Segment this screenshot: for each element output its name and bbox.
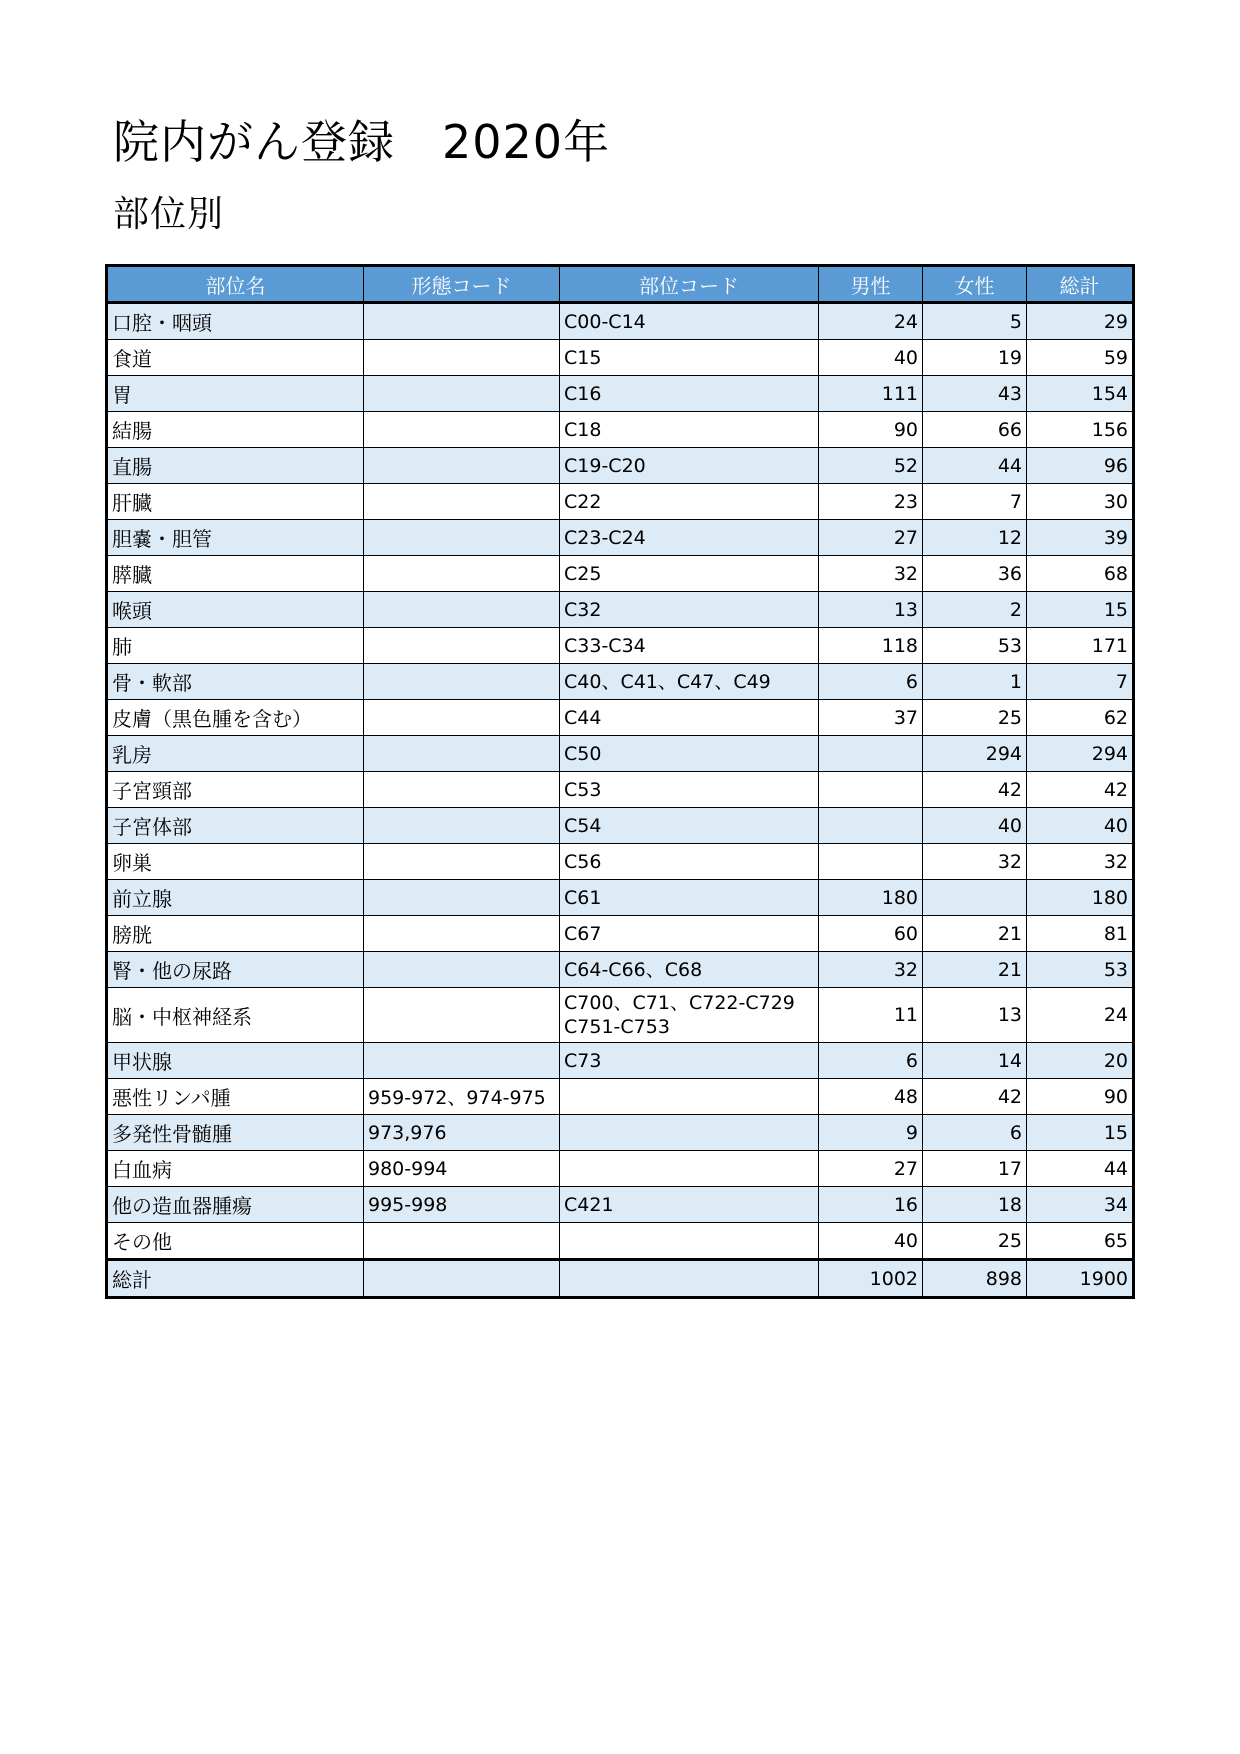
cell-female: 42 (923, 772, 1027, 808)
table-row (107, 736, 1134, 772)
cell-male: 118 (819, 628, 923, 664)
cell-female: 32 (923, 844, 1027, 880)
table-row (107, 448, 1134, 484)
cell-site-code: C421 (560, 1187, 819, 1223)
cell-total: 81 (1027, 916, 1134, 952)
table-row (107, 376, 1134, 412)
cell-total: 68 (1027, 556, 1134, 592)
cell-site-code: C56 (560, 844, 819, 880)
cell-female: 294 (923, 736, 1027, 772)
header-total: 総計 (1027, 266, 1134, 303)
cell-site-name: 胆嚢・胆管 (107, 520, 364, 556)
cell-morphology-code (364, 484, 560, 520)
cell-site-code (560, 1115, 819, 1151)
cell-total: 34 (1027, 1187, 1134, 1223)
cell-morphology-code (364, 592, 560, 628)
cell-male: 6 (819, 1043, 923, 1079)
cell-morphology-code (364, 880, 560, 916)
cell-morphology-code (364, 520, 560, 556)
table-row (107, 1187, 1134, 1223)
cell-female: 44 (923, 448, 1027, 484)
cell-male: 6 (819, 664, 923, 700)
table-row (107, 1079, 1134, 1115)
cell-site-code (560, 1260, 819, 1298)
table-row (107, 340, 1134, 376)
table-row (107, 303, 1134, 340)
cell-site-name: 胃 (107, 376, 364, 412)
cell-total: 39 (1027, 520, 1134, 556)
cell-site-code: C23-C24 (560, 520, 819, 556)
cell-site-name: 皮膚（黒色腫を含む） (107, 700, 364, 736)
table-row (107, 916, 1134, 952)
cell-male: 13 (819, 592, 923, 628)
page-title: 院内がん登録 2020年 (113, 115, 611, 169)
table-row (107, 412, 1134, 448)
table-row (107, 556, 1134, 592)
cell-female: 43 (923, 376, 1027, 412)
cell-site-name: 直腸 (107, 448, 364, 484)
cell-female: 1 (923, 664, 1027, 700)
cell-total: 42 (1027, 772, 1134, 808)
table-row (107, 664, 1134, 700)
cell-total: 59 (1027, 340, 1134, 376)
header-female: 女性 (923, 266, 1027, 303)
cell-female: 25 (923, 700, 1027, 736)
cell-total: 62 (1027, 700, 1134, 736)
cell-male: 11 (819, 988, 923, 1043)
cell-site-name: 食道 (107, 340, 364, 376)
cell-total: 154 (1027, 376, 1134, 412)
table-row (107, 808, 1134, 844)
cell-total: 1900 (1027, 1260, 1134, 1298)
cell-site-name: 膀胱 (107, 916, 364, 952)
table-row (107, 880, 1134, 916)
cell-male: 32 (819, 952, 923, 988)
cell-male: 27 (819, 520, 923, 556)
table-row (107, 772, 1134, 808)
cell-site-code: C40、C41、C47、C49 (560, 664, 819, 700)
cell-total: 171 (1027, 628, 1134, 664)
cell-male: 27 (819, 1151, 923, 1187)
cell-morphology-code (364, 844, 560, 880)
cell-male: 9 (819, 1115, 923, 1151)
table-row (107, 844, 1134, 880)
table-row (107, 952, 1134, 988)
cell-male: 32 (819, 556, 923, 592)
header-row (107, 266, 1134, 303)
page-subtitle: 部位別 (113, 194, 225, 235)
cell-morphology-code (364, 916, 560, 952)
cell-site-name: 肺 (107, 628, 364, 664)
cell-total: 30 (1027, 484, 1134, 520)
table-row (107, 1115, 1134, 1151)
table-row (107, 1151, 1134, 1187)
cell-site-code: C15 (560, 340, 819, 376)
cell-site-name: 腎・他の尿路 (107, 952, 364, 988)
cell-morphology-code (364, 700, 560, 736)
cell-female: 53 (923, 628, 1027, 664)
cell-morphology-code (364, 664, 560, 700)
cell-site-code (560, 1079, 819, 1115)
cell-site-name: 悪性リンパ腫 (107, 1079, 364, 1115)
cell-total: 7 (1027, 664, 1134, 700)
cell-site-name: 甲状腺 (107, 1043, 364, 1079)
cell-total: 44 (1027, 1151, 1134, 1187)
cell-site-name: 口腔・咽頭 (107, 303, 364, 340)
cell-female: 25 (923, 1223, 1027, 1260)
cell-total: 20 (1027, 1043, 1134, 1079)
cell-morphology-code (364, 988, 560, 1043)
cell-site-name: 総計 (107, 1260, 364, 1298)
cell-total: 96 (1027, 448, 1134, 484)
cell-female: 21 (923, 952, 1027, 988)
cell-site-code (560, 1223, 819, 1260)
header-morphology-code: 形態コード (364, 266, 560, 303)
cell-site-code: C32 (560, 592, 819, 628)
cell-site-name: 肝臓 (107, 484, 364, 520)
cell-total: 15 (1027, 1115, 1134, 1151)
table-row (107, 484, 1134, 520)
cell-site-name: 卵巣 (107, 844, 364, 880)
cell-site-code: C00-C14 (560, 303, 819, 340)
table-body (107, 303, 1134, 1298)
table-row (107, 700, 1134, 736)
cell-morphology-code (364, 556, 560, 592)
cell-site-name: 結腸 (107, 412, 364, 448)
cell-female (923, 880, 1027, 916)
cell-total: 40 (1027, 808, 1134, 844)
cell-site-code: C54 (560, 808, 819, 844)
cell-male (819, 844, 923, 880)
total-row (107, 1260, 1134, 1298)
cell-male: 90 (819, 412, 923, 448)
cell-morphology-code (364, 1223, 560, 1260)
cell-morphology-code (364, 376, 560, 412)
cell-site-code: C19-C20 (560, 448, 819, 484)
cell-site-code: C16 (560, 376, 819, 412)
cell-total: 24 (1027, 988, 1134, 1043)
cell-site-name: 乳房 (107, 736, 364, 772)
cell-total: 65 (1027, 1223, 1134, 1260)
cell-morphology-code (364, 628, 560, 664)
cell-site-code: C61 (560, 880, 819, 916)
cell-site-code: C53 (560, 772, 819, 808)
cell-male: 24 (819, 303, 923, 340)
cell-site-code: C73 (560, 1043, 819, 1079)
cell-female: 17 (923, 1151, 1027, 1187)
cell-site-code: C18 (560, 412, 819, 448)
cell-site-name: 子宮体部 (107, 808, 364, 844)
cell-total: 156 (1027, 412, 1134, 448)
cell-morphology-code (364, 808, 560, 844)
cell-female: 2 (923, 592, 1027, 628)
cell-female: 66 (923, 412, 1027, 448)
cell-site-code: C50 (560, 736, 819, 772)
cell-female: 7 (923, 484, 1027, 520)
cell-male: 23 (819, 484, 923, 520)
cell-site-name: 子宮頸部 (107, 772, 364, 808)
cell-male: 40 (819, 1223, 923, 1260)
cell-morphology-code (364, 448, 560, 484)
cell-site-name: 膵臓 (107, 556, 364, 592)
cell-site-code: C44 (560, 700, 819, 736)
cell-total: 29 (1027, 303, 1134, 340)
cell-total: 32 (1027, 844, 1134, 880)
cell-morphology-code: 980-994 (364, 1151, 560, 1187)
cell-female: 21 (923, 916, 1027, 952)
cell-morphology-code: 959-972、974-975 (364, 1079, 560, 1115)
cell-site-name: 前立腺 (107, 880, 364, 916)
cell-total: 294 (1027, 736, 1134, 772)
table-row (107, 1043, 1134, 1079)
cell-site-code: C25 (560, 556, 819, 592)
cell-male: 60 (819, 916, 923, 952)
cell-site-name: 脳・中枢神経系 (107, 988, 364, 1043)
cell-morphology-code (364, 736, 560, 772)
table-row (107, 988, 1134, 1043)
cell-site-name: 喉頭 (107, 592, 364, 628)
cell-morphology-code (364, 772, 560, 808)
cell-total: 90 (1027, 1079, 1134, 1115)
cell-morphology-code (364, 412, 560, 448)
cell-male: 37 (819, 700, 923, 736)
cell-female: 5 (923, 303, 1027, 340)
cell-site-name: 多発性骨髄腫 (107, 1115, 364, 1151)
cell-female: 40 (923, 808, 1027, 844)
cell-morphology-code: 995-998 (364, 1187, 560, 1223)
cell-male: 52 (819, 448, 923, 484)
cell-morphology-code (364, 303, 560, 340)
cell-site-code (560, 1151, 819, 1187)
cell-male: 16 (819, 1187, 923, 1223)
cell-site-code: C700、C71、C722-C729 C751-C753 (560, 988, 819, 1043)
cell-morphology-code (364, 340, 560, 376)
cell-female: 12 (923, 520, 1027, 556)
cell-female: 898 (923, 1260, 1027, 1298)
cell-site-code: C64-C66、C68 (560, 952, 819, 988)
cell-site-name: 白血病 (107, 1151, 364, 1187)
cell-site-code: C67 (560, 916, 819, 952)
cell-female: 14 (923, 1043, 1027, 1079)
cell-male: 40 (819, 340, 923, 376)
table-row (107, 592, 1134, 628)
cell-male: 180 (819, 880, 923, 916)
header-site-code: 部位コード (560, 266, 819, 303)
table-row (107, 1223, 1134, 1260)
cell-total: 53 (1027, 952, 1134, 988)
cell-morphology-code (364, 1043, 560, 1079)
cell-site-code: C22 (560, 484, 819, 520)
cell-male (819, 772, 923, 808)
table-row (107, 628, 1134, 664)
header-male: 男性 (819, 266, 923, 303)
cell-site-name: 他の造血器腫瘍 (107, 1187, 364, 1223)
cell-total: 15 (1027, 592, 1134, 628)
cell-male: 1002 (819, 1260, 923, 1298)
cell-female: 13 (923, 988, 1027, 1043)
cell-female: 19 (923, 340, 1027, 376)
cell-male: 111 (819, 376, 923, 412)
cell-male (819, 736, 923, 772)
cell-morphology-code: 973,976 (364, 1115, 560, 1151)
cell-total: 180 (1027, 880, 1134, 916)
cell-morphology-code (364, 952, 560, 988)
registry-table (105, 264, 1135, 1299)
table-row (107, 520, 1134, 556)
cell-site-name: その他 (107, 1223, 364, 1260)
header-site-name: 部位名 (107, 266, 364, 303)
cell-female: 6 (923, 1115, 1027, 1151)
cell-male (819, 808, 923, 844)
cell-female: 18 (923, 1187, 1027, 1223)
cell-female: 36 (923, 556, 1027, 592)
cell-site-name: 骨・軟部 (107, 664, 364, 700)
cell-male: 48 (819, 1079, 923, 1115)
cell-site-code: C33-C34 (560, 628, 819, 664)
cell-female: 42 (923, 1079, 1027, 1115)
cell-morphology-code (364, 1260, 560, 1298)
